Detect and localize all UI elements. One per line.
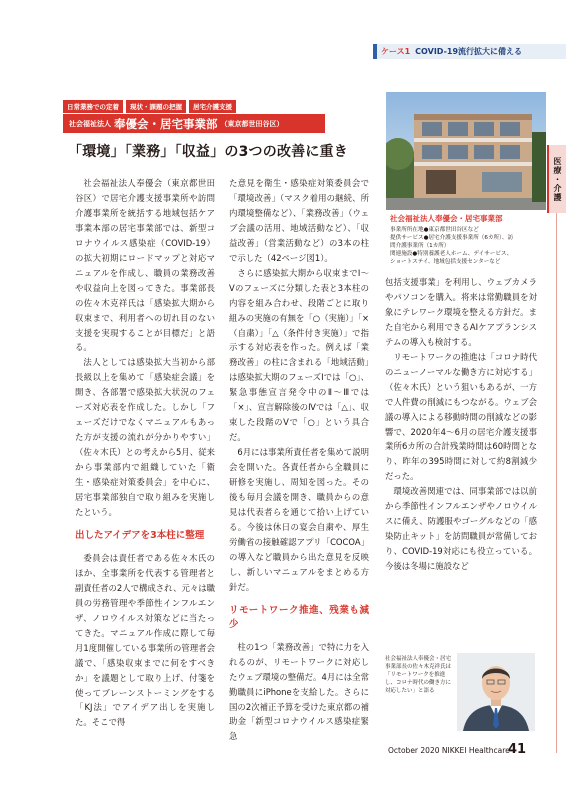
facility-caption-line: 関連施設●特別養護老人ホーム、デイサービス、 [390,251,513,257]
body-paragraph: 柱の1つ「業務改善」で特に力を入れるのが、リモートワークに対応したウェブ環境の整備だ。4月には全常勤職員にiPhoneを支給した。さらに国の2次補正予算を受けた東京都の補助金「新型コロナウイルス感染症緊急 [229,641,369,742]
body-paragraph: リモートワークの推進は「コロナ時代のニューノーマルな働き方に対応する」（佐々木氏）という狙いもあるが、一方で人件費の削減にもつながる。ウェブ会議の導入による移動時間の削減などの影響で、2020年4～6月の居宅介護支援事業所6カ所の合計残業時間は60時間となり、昨年の395時間に対して約8割減少だった。 [385,351,537,482]
organization-bar [63,114,325,133]
side-rule [556,213,557,753]
body-paragraph: 社会福祉法人奉優会（東京都世田谷区）で居宅介護支援事業所や訪問介護事業所を統括する地域包括ケア事業本部の居宅事業部では、新型コロナウイルス感染症（COVID-19）の拡大初期にロードマップと対応マニュアルを作成し、職員の業務改善や収益向上を図ってきた。事業部長の佐々木克祥氏は「感染拡大期から収束まで、利用者への切れ目のない支援を実現することが目標だ」と語る。 [75,178,215,353]
topic-tags [63,100,236,113]
case-label: ケース1 [381,47,411,56]
building-photo [386,92,546,210]
article-column-3 [385,275,537,574]
section-side-tab: 医療・介護 [547,145,566,213]
portrait-caption: 社会福祉法人奉優会・居宅事業部長の佐々木克祥氏は「リモートワークを推進し、コロナ時代の働き方に対応したい」と語る [385,656,452,694]
body-paragraph: 環境改善関連では、同事業部では以前から季節性インフルエンザやノロウイルスに備え、防護服やゴーグルなどの「感染防止キット」を訪問職員が常備しており、COVID-19対応にも役立っている。今後は冬場に施設など [385,486,537,572]
topic-tag: 居宅介護支援 [189,100,236,113]
topic-tag: 日常業務での定着 [63,100,123,113]
case-title: COVID-19流行拡大に備える [415,47,523,56]
facility-caption-title: 社会福祉法人奉優会・居宅事業部 [390,214,503,223]
facility-caption-line: 事業所所在地●東京都世田谷区など [390,227,479,233]
org-name: 奉優会・居宅事業部 [114,116,218,131]
body-paragraph: 包括支援事業」を利用し、ウェブカメラやパソコンを購入。将来は常勤職員を対象にテレワーク環境を整える方針だ。また自宅から利用できるAIケアプランシステムの導入も検討する。 [385,277,537,347]
page-number: 41 [508,742,527,757]
article-column-2 [229,176,369,744]
body-paragraph: 6月には事業所責任者を集めて説明会を開いた。各責任者から全職員に研修を実施し、周知を図った。その後も毎月会議を開き、職員からの意見は代表者らを通じて拾い上げている。今後は休日の宴会自粛や、厚生労働省の接触確認アプリ「COCOA」の導入など職員から出た意見を反映し、新しいマニュアルをまとめる方針だ。 [229,447,369,592]
facility-caption [390,213,548,266]
body-paragraph: た意見を衛生・感染症対策委員会で「環境改善」（マスク着用の継続、所内環境整備など）、「業務改善」（ウェブ会議の活用、地域活動など）、「収益改善」（営業活動など）の3本の柱で示した（42ページ図1）。 [229,178,369,263]
facility-caption-line: ショートステイ、地域包括支援センターなど [390,259,501,265]
body-paragraph: さらに感染拡大期から収束までⅠ～Ⅴのフェーズに分類した表と3本柱の内容を組み合わせ、段階ごとに取り組みの実施の有無を「○（実施）」「×（自粛）」「△（条件付き実施）」で指示する対応表を作った。例えば「業務改善」の柱に含まれる「地域活動」は感染拡大期のフェーズⅠでは「○」、緊急事態宣言発令中のⅡ～Ⅲでは「×」、宣言解除後のⅣでは「△」、収束した段階のⅤで「○」という具合だ。 [229,267,369,443]
article-column-1 [75,176,215,730]
body-paragraph: 法人としては感染拡大当初から部長級以上を集めて「感染症会議」を開き、各部署で感染拡大状況のフェーズ対応表を作成した。しかし「フェーズだけでなくマニュアルもあった方が支援の流れが分かりやすい」（佐々木氏）との考えから5月、従来から事業部内で組織していた「衛生・感染症対策委員会」を中心に、居宅事業部独自で取り組みを実施したという。 [75,357,215,517]
section-subhead: リモートワーク推進、残業も減少 [229,604,369,630]
org-prefix: 社会福祉法人 [69,119,111,128]
body-paragraph: 委員会は責任者である佐々木氏のほか、全事業所を代表する管理者と副責任者の2人で構成され、元々は職員の労務管理や季節性インフルエンザ、ノロウイルス対策などに当たってきた。マニュアル作成に際して毎月1度開催している事業所の管理者会議で、「感染収束までに何をすべきか」を議題として取り上げ、付箋を使ってブレーンストーミングをする「KJ法」でアイデア出しを実施した。そこで得 [75,552,215,728]
facility-caption-line: 問介護事業所（1カ所） [390,243,450,249]
section-subhead: 出したアイデアを3本柱に整理 [75,529,205,541]
portrait-photo [457,653,535,731]
facility-caption-line: 提供サービス●居宅介護支援事業所（6カ所）、訪 [390,235,514,241]
topic-tag: 現状・課題の把握 [126,100,186,113]
case-banner [373,44,566,59]
org-location: （東京都世田谷区） [220,119,284,128]
issue-footer: October 2020 NIKKEI Healthcare [388,746,510,755]
article-headline: 「環境」「業務」「収益」の3つの改善に重き [68,144,348,160]
